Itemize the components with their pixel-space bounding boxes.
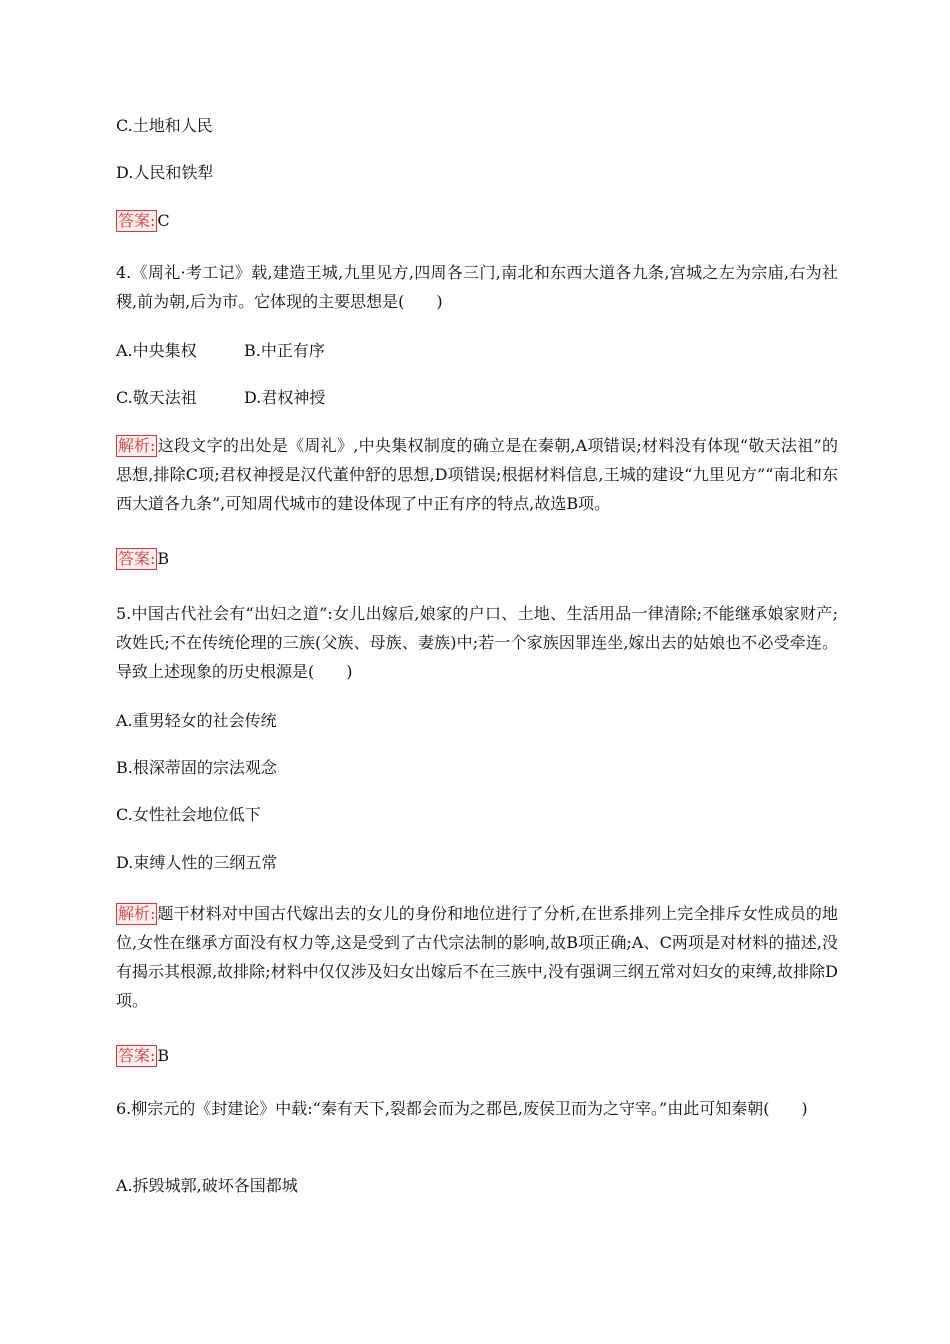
- q4-options-row-1: [116, 337, 325, 365]
- answer-tag: 答案:: [118, 211, 156, 230]
- q4-stem: 4.《周礼·考工记》载,建造王城,九里见方,四周各三门,南北和东西大道各九条,宫城之左为宗庙,右为社稷,前为朝,后为市。它体现的主要思想是( ): [116, 263, 838, 311]
- analysis-tag: 解析:: [118, 436, 156, 455]
- q5-analysis: [116, 899, 838, 1015]
- q4-option-d: D.君权神授: [244, 388, 326, 407]
- prev-answer-value: C: [157, 211, 170, 230]
- q5-option-a: A.重男轻女的社会传统: [116, 711, 277, 730]
- q5-option-b: B.根深蒂固的宗法观念: [116, 758, 277, 777]
- prev-option-c: C.土地和人民: [116, 116, 213, 135]
- prev-option-d: D.人民和铁犁: [116, 163, 214, 182]
- q5-option-d: D.束缚人性的三纲五常: [116, 853, 278, 872]
- analysis-tag: 解析:: [118, 904, 156, 923]
- q5-analysis-text: 题干材料对中国古代嫁出去的女儿的身份和地位进行了分析,在世系排列上完全排斥女性成员的地位,女性在继承方面没有权力等,这是受到了古代宗法制的影响,故B项正确;A、C两项是对材料的描述,没有揭示其根源,故排除;材料中仅仅涉及妇女出嫁后不在三族中,没有强调三纲五常对妇女的束缚,故排除D项。: [116, 904, 838, 1010]
- q4-option-b: B.中正有序: [244, 341, 325, 360]
- prev-answer-line: [116, 207, 836, 235]
- q5-answer-value: B: [157, 1046, 170, 1065]
- q4-options-row-2: [116, 384, 326, 412]
- q4-analysis-text: 这段文字的出处是《周礼》,中央集权制度的确立是在秦朝,A项错误;材料没有体现“敬天法祖”的思想,排除C项;君权神授是汉代董仲舒的思想,D项错误;根据材料信息,王城的建设“九里见方”“南北和东西大道各九条”,可知周代城市的建设体现了中正有序的特点,故选B项。: [116, 436, 838, 513]
- q6-stem: 6.柳宗元的《封建论》中载:“秦有天下,裂都会而为之郡邑,废侯卫而为之守宰。”由此可知秦朝( ): [116, 1099, 808, 1118]
- q4-answer-line: [116, 545, 836, 573]
- q5-option-c: C.女性社会地位低下: [116, 805, 261, 824]
- q4-answer-value: B: [157, 549, 170, 568]
- q5-stem: 5.中国古代社会有“出妇之道”:女儿出嫁后,娘家的户口、土地、生活用品一律清除;不能继承娘家财产;改姓氏;不在传统伦理的三族(父族、母族、妻族)中;若一个家族因罪连坐,嫁出去的姑娘也不必受牵连。导致上述现象的历史根源是( ): [116, 604, 838, 681]
- q6-option-a: A.拆毁城郭,破坏各国都城: [116, 1176, 298, 1195]
- q4-analysis: [116, 431, 838, 518]
- q4-option-c: C.敬天法祖: [116, 388, 197, 407]
- q5-answer-line: [116, 1042, 836, 1070]
- answer-tag: 答案:: [118, 1046, 156, 1065]
- answer-tag: 答案:: [118, 549, 156, 568]
- q4-option-a: A.中央集权: [116, 341, 197, 360]
